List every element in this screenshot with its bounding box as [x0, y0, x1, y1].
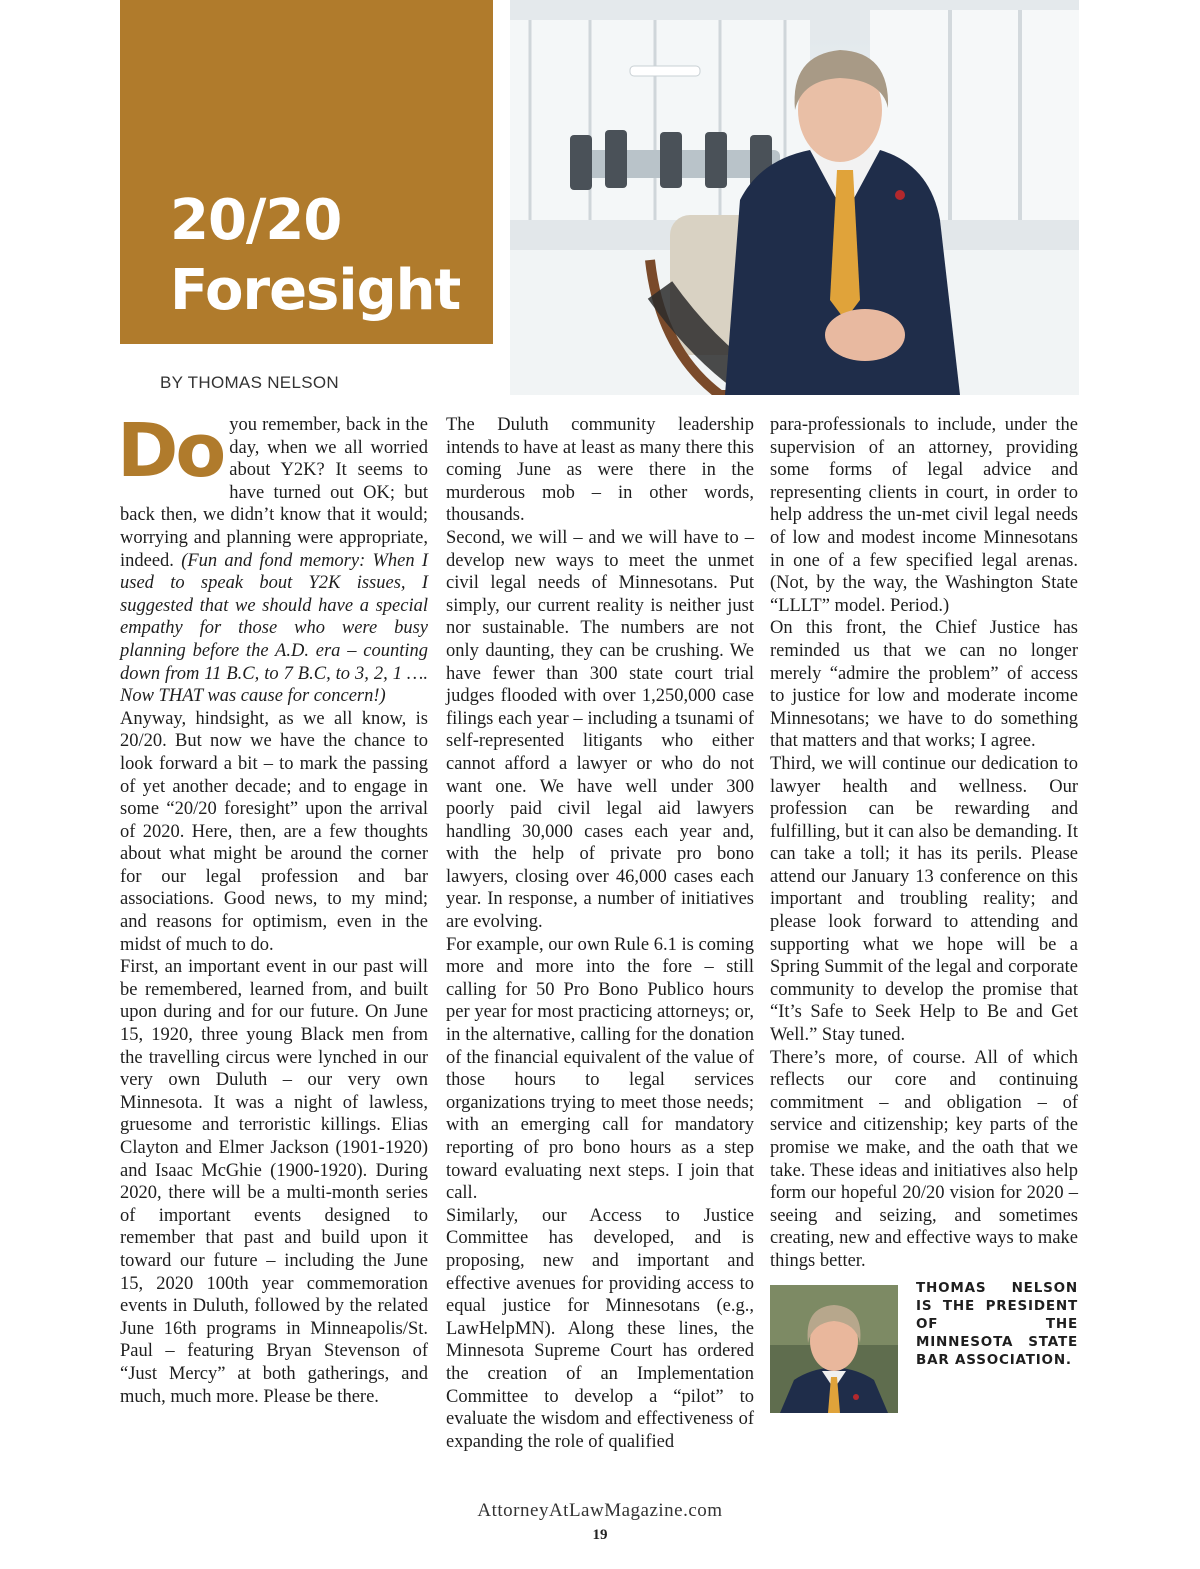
paragraph-second-point: Second, we will – and we will have to – develop new ways to meet the unmet civil legal needs of Minnesotans. Put simply, our current reality is neither just nor sustainable. The numbers are not only daunting, they can be crushing. We have fewer than 300 state court trial judges flooded with over 1,250,000 case filings each year – including a tsunami of self-represented litigants who either cannot afford a lawyer or who do not want one. We have well under 300 poorly paid civil legal aid lawyers handling 30,000 cases each year and, with the help of private pro bono lawyers, closing over 46,000 cases each year. In response, a number of initiatives are evolving.: [446, 527, 754, 933]
title-block: [120, 0, 493, 344]
author-block: [770, 1279, 1078, 1369]
intro-text: you remember, back in the day, when we all worried about Y2K? It seems to have turned out OK; but back then, we didn’t know that it would; worrying and planning were appropriate, indeed.: [120, 415, 428, 571]
paragraph-chief-justice: On this front, the Chief Justice has reminded us that we can no longer merely “admire the problem” of access to justice for low and moderate income Minnesotans; we have to do something that matters and that works; I agree.: [770, 618, 1078, 752]
article-title: [170, 186, 460, 326]
article-title-line1: 20/20: [170, 188, 342, 253]
drop-cap: Do: [117, 408, 224, 494]
paragraph-para-professionals: para-professionals to include, under the supervision of an attorney, providing some forms of legal advice and representing clients in court, in order to help address the un-met civil legal needs of low and modest income Minnesotans in one of a few specified legal arenas. (Not, by the way, the Washington State “LLLT” model. Period.): [770, 415, 1078, 616]
paragraph-first-point: First, an important event in our past will be remembered, learned from, and built upon during and for our future. On June 15, 1920, three young Black men from the travelling circus were lynched in our very own Duluth – our very own Minnesota. It was a night of lawless, gruesome and terroristic killings. Elias Clayton and Elmer Jackson (1901-1920) and Isaac McGhie (1900-1920). During 2020, there will be a multi-month series of important events designed to remember that past and build upon it toward our future – including the June 15, 2020 100th year commemoration events in Duluth, followed by the related June 16th programs in Minneapolis/St. Paul – featuring Bryan Stevenson of “Just Mercy” at both gatherings, and much, much more. Please be there.: [120, 957, 428, 1407]
closing-text: There’s more, of course. All of which reflects our core and continuing commitment – and obligation – of service and citizenship; key parts of the promise we make, and the oath that we take. These ideas and initiatives also help form our hopeful 20/20 vision for 2020 – seeing and seizing, and sometimes creating, new and effective ways to make things better.: [770, 1047, 1078, 1271]
article-title-line2: Foresight: [170, 258, 461, 323]
paragraph-rule-6-1: For example, our own Rule 6.1 is coming more and more into the fore – still calling for 50 Pro Bono Publico hours per year for most practicing attorneys; or, in the alternative, calling for the donation of the financial equivalent of the value of those hours to legal services organizations trying to meet those needs; with an emerging call for mandatory reporting of pro bono hours as a step toward evaluating next steps. I join that call.: [446, 934, 754, 1204]
paragraph-duluth: The Duluth community leadership intends to have at least as many there this coming June as were there in the murderous mob – in other words, thousands.: [446, 415, 754, 526]
paragraph-access-to-justice: Similarly, our Access to Justice Committee has developed, and is proposing, new and important and effective avenues for providing access to equal justice for Minnesotans (e.g., LawHelpMN). Along these lines, the Minnesota Supreme Court has ordered the creation of an Implementation Committee to develop a “pilot” to evaluate the wisdom and effectiveness of expanding the role of qualified: [446, 1205, 754, 1452]
paragraph-hindsight: Anyway, hindsight, as we all know, is 20/20. But now we have the chance to look forward a bit – to mark the passing of yet another decade; and to engage in some “20/20 foresight” upon the arrival of 2020. Here, then, are a few thoughts about what might be around the corner for our legal profession and bar associations. Good news, to my mind; and reasons for optimism, even in the midst of much to do.: [120, 708, 428, 955]
paragraph-intro: [117, 408, 429, 708]
hero-photo: [510, 0, 1079, 395]
office-portrait-illustration: [510, 0, 1079, 395]
paragraph-closing: [770, 1047, 1078, 1273]
page-number: 19: [592, 1527, 608, 1543]
footer-url: AttorneyAtLawMagazine.com: [477, 1500, 723, 1521]
article-column-3: [770, 414, 1078, 1413]
article-column-2: [446, 414, 754, 1453]
intro-italic-aside: (Fun and fond memory: When I used to speak bout Y2K issues, I suggested that we should have a special empathy for those who were busy planning before the A.D. era – counting down from 11 B.C, to 7 B.C, to 3, 2, 1 …. Now THAT was cause for concern!): [120, 550, 429, 707]
paragraph-third-point: Third, we will continue our dedication to lawyer health and wellness. Our profession can be rewarding and fulfilling, but it can also be demanding. It can take a toll; it has its perils. Please attend our January 13 conference on this important and troubling reality; and please look forward to attending and supporting what we hope will be a Spring Summit of the legal and corporate community to develop the promise that “It’s Safe to Seek Help to Be and Get Well.” Stay tuned.: [770, 753, 1078, 1046]
author-bio: THOMAS NELSON IS THE PRESIDENT OF THE MINNESOTA STATE BAR ASSOCIATION.: [916, 1279, 1078, 1368]
author-headshot: [770, 1285, 898, 1413]
article-column-1: [117, 408, 429, 1408]
byline: BY THOMAS NELSON: [160, 373, 339, 392]
